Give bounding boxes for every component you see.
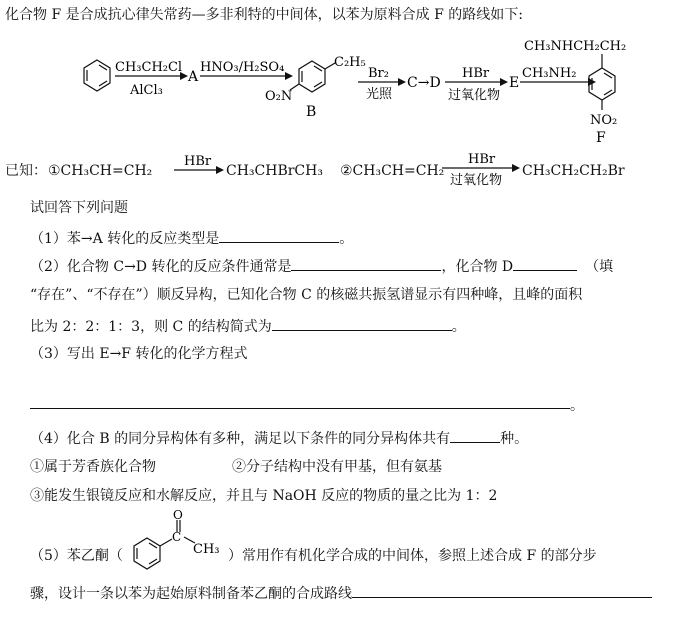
- question-4-text: （4）化合 B 的同分异构体有多种，满足以下条件的同分异构体共有: [30, 431, 451, 447]
- reagent-1-top: CH₃CH₂Cl: [115, 60, 183, 75]
- compound-e: E: [509, 75, 520, 91]
- known-1-arrow: [172, 154, 224, 178]
- known-2-reagent-bottom: 过氧化物: [450, 173, 503, 188]
- answer-line-3[interactable]: [30, 408, 570, 409]
- question-2-end: 。: [451, 319, 466, 335]
- known-1-product: CH₃CHBrCH₃: [226, 163, 323, 179]
- known-1-reactant: ①CH₃CH=CH₂: [48, 163, 153, 179]
- known-2-arrow: [440, 148, 520, 188]
- acetophenone-c: C: [172, 530, 182, 544]
- acetophenone-o: O: [173, 510, 183, 522]
- question-1: [30, 228, 353, 248]
- question-3: （3）写出 E→F 转化的化学方程式: [30, 346, 248, 362]
- benzene-structure: [84, 60, 110, 91]
- reagent-1-bottom: AlCl₃: [130, 83, 163, 98]
- compound-f-substituent: CH₃NHCH₂CH₂: [524, 39, 627, 54]
- reagent-3-top: Br₂: [368, 66, 389, 81]
- compound-f-label: F: [596, 130, 606, 146]
- compound-b-structure: [290, 61, 335, 92]
- question-5-suffix: ）常用作有机化学合成的中间体，参照上述合成 F 的部分步: [228, 548, 597, 564]
- compound-c-d: C→D: [407, 75, 441, 91]
- question-4: [30, 428, 528, 448]
- question-2-part-a: （2）化合物 C→D 转化的反应条件通常是: [30, 259, 292, 275]
- question-5-line-2-text: 骤，设计一条以苯为起始原料制备苯乙酮的合成路线: [30, 586, 352, 602]
- compound-b-nitro: O₂N: [265, 89, 293, 104]
- compound-b-label: B: [306, 104, 317, 120]
- condition-2: ②分子结构中没有甲基，但有氨基: [232, 459, 442, 475]
- known-2-reagent-top: HBr: [468, 152, 496, 167]
- compound-f-nitro: NO₂: [590, 113, 618, 128]
- answer-blank-4[interactable]: [450, 428, 500, 443]
- compound-a: A: [188, 69, 199, 85]
- answer-blank-5[interactable]: [352, 583, 652, 598]
- question-4-unit: 种。: [500, 431, 529, 447]
- question-3-end: 。: [570, 398, 584, 414]
- question-5-prefix: （5）苯乙酮（: [30, 548, 123, 564]
- reagent-3-bottom: 光照: [366, 87, 393, 102]
- acetophenone-ch3: CH₃: [193, 542, 220, 557]
- question-2-part-c: （填: [585, 259, 614, 275]
- question-intro: 试回答下列问题: [30, 200, 128, 216]
- intro-text: 化合物 F 是合成抗心律失常药—多非利特的中间体，以苯为原料合成 F 的路线如下:: [5, 7, 523, 23]
- question-2-line-2: “存在”、“不存在”）顺反异构，已知化合物 C 的核磁共振氢谱显示有四种峰，且峰的面积: [30, 287, 583, 303]
- condition-3: ③能发生银镜反应和水解反应，并且与 NaOH 反应的物质的量之比为 1：2: [30, 488, 498, 504]
- reagent-4-bottom: 过氧化物: [448, 88, 501, 103]
- reagent-4-top: HBr: [462, 66, 490, 81]
- answer-blank-2c[interactable]: [272, 316, 452, 331]
- reagent-5-top: CH₃NH₂: [522, 66, 577, 81]
- known-1-reagent: HBr: [184, 154, 212, 169]
- question-2-line-3-text: 比为 2：2：1：3，则 C 的结构简式为: [30, 319, 272, 335]
- known-prefix: 已知：: [5, 163, 47, 179]
- question-2-part-b: ，化合物 D: [441, 259, 514, 275]
- known-2-reactant: ②CH₃CH=CH₂: [340, 163, 445, 179]
- reagent-2-top: HNO₃/H₂SO₄: [200, 60, 285, 75]
- question-2-line-1: [30, 256, 613, 276]
- question-5-line-2: [30, 583, 652, 603]
- question-1-text: （1）苯→A 转化的反应类型是: [30, 231, 220, 247]
- acetophenone-structure: [125, 510, 225, 570]
- question-1-end: 。: [339, 231, 354, 247]
- answer-blank-1[interactable]: [219, 228, 339, 243]
- compound-b-substituent: C₂H₅: [334, 55, 366, 70]
- answer-blank-2a[interactable]: [291, 256, 441, 271]
- question-2-line-3: [30, 316, 466, 336]
- condition-1: ①属于芳香族化合物: [30, 459, 156, 475]
- answer-blank-2b[interactable]: [513, 256, 577, 271]
- known-2-product: CH₃CH₂CH₂Br: [522, 163, 625, 179]
- synthesis-scheme: [0, 28, 679, 178]
